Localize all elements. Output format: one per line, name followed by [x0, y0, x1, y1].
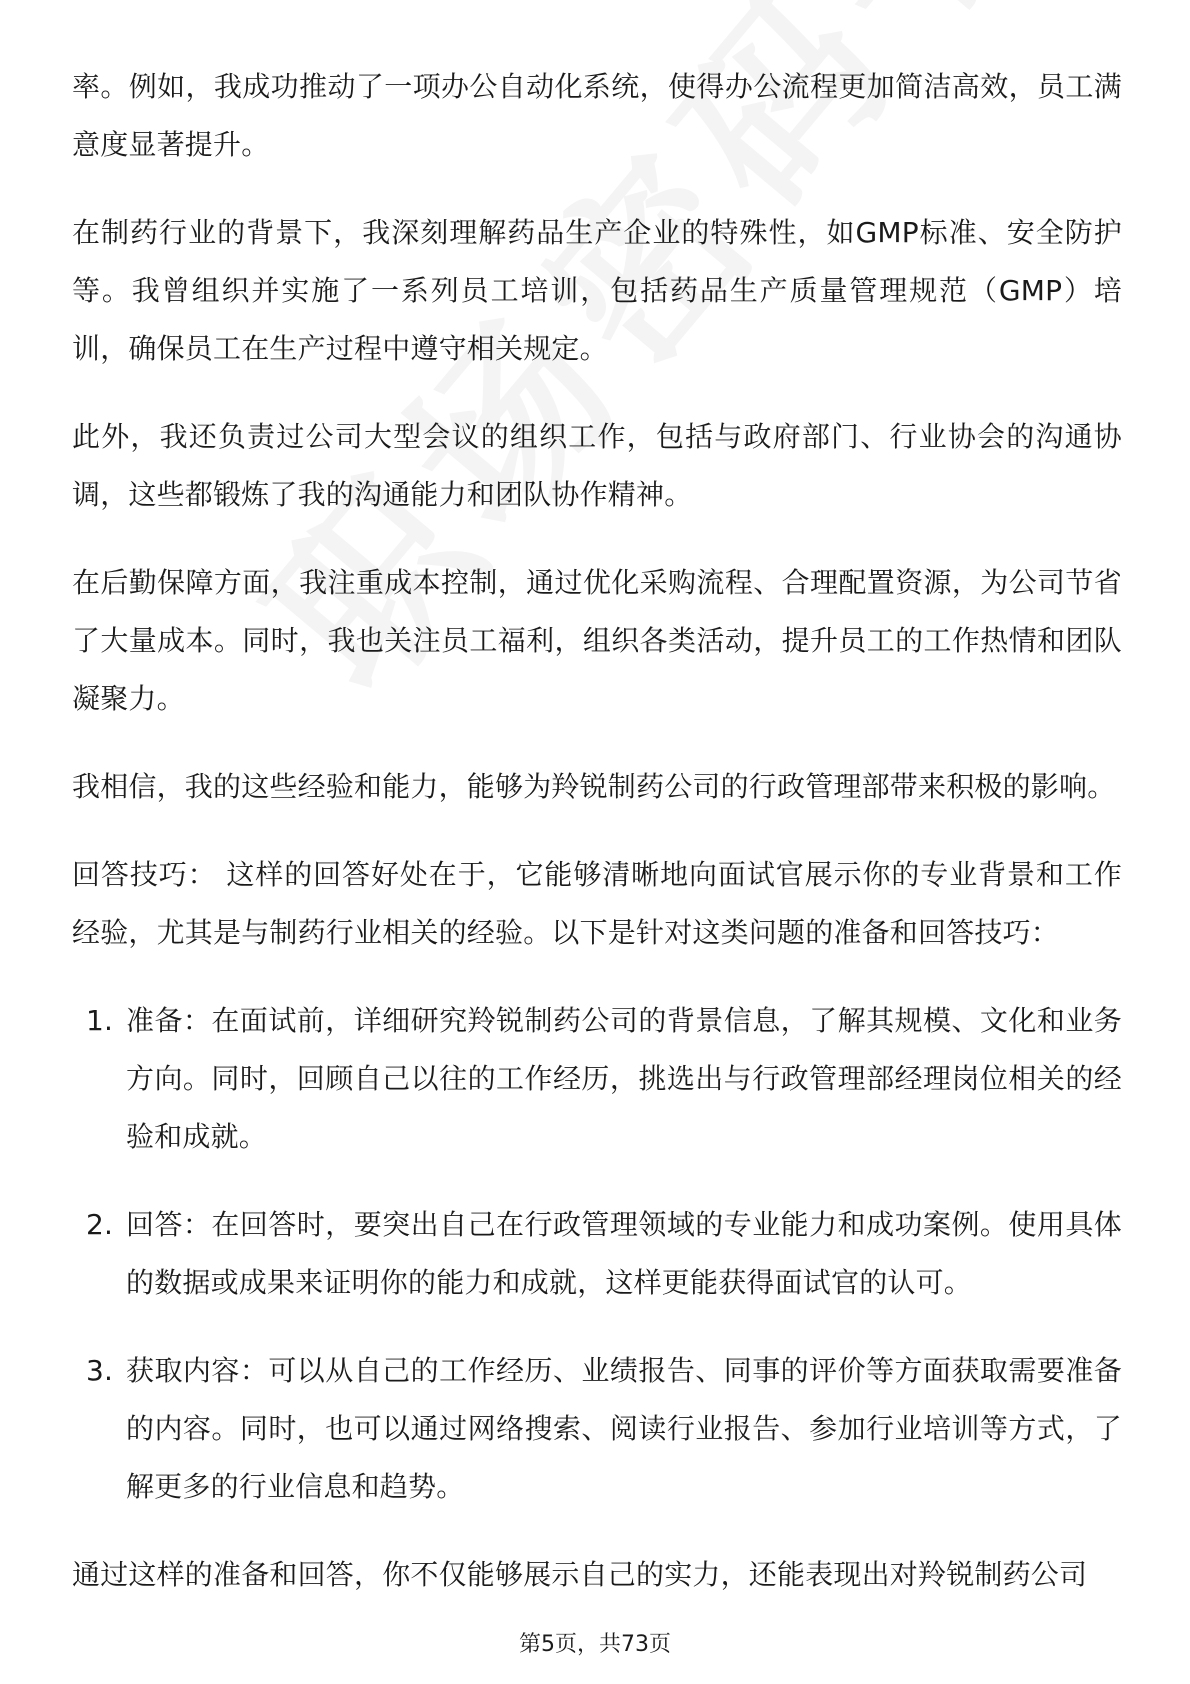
- list-item-text: 回答：在回答时，要突出自己在行政管理领域的专业能力和成功案例。使用具体的数据或成果来证明你的能力和成就，这样更能获得面试官的认可。: [126, 1208, 1122, 1299]
- paragraph: 此外，我还负责过公司大型会议的组织工作，包括与政府部门、行业协会的沟通协调，这些都锻炼了我的沟通能力和团队协作精神。: [72, 420, 1122, 511]
- answer-tips-paragraph: 回答技巧： 这样的回答好处在于，它能够清晰地向面试官展示你的专业背景和工作经验，尤其是与制药行业相关的经验。以下是针对这类问题的准备和回答技巧：: [72, 858, 1122, 949]
- paragraph: 我相信，我的这些经验和能力，能够为羚锐制药公司的行政管理部带来积极的影响。: [72, 770, 1116, 803]
- list-item: [72, 1342, 1122, 1516]
- list-number: 3.: [86, 1354, 114, 1387]
- page-number-footer: 第5页，共73页: [519, 1632, 671, 1657]
- list-item: [72, 1196, 1122, 1312]
- document-body: [72, 58, 1122, 1634]
- list-item-text: 准备：在面试前，详细研究羚锐制药公司的背景信息，了解其规模、文化和业务方向。同时，回顾自己以往的工作经历，挑选出与行政管理部经理岗位相关的经验和成就。: [126, 1004, 1122, 1153]
- paragraph: 在制药行业的背景下，我深刻理解药品生产企业的特殊性，如GMP标准、安全防护等。我曾组织并实施了一系列员工培训，包括药品生产质量管理规范（GMP）培训，确保员工在生产过程中遵守相关规定。: [72, 216, 1122, 365]
- paragraph: 在后勤保障方面，我注重成本控制，通过优化采购流程、合理配置资源，为公司节省了大量成本。同时，我也关注员工福利，组织各类活动，提升员工的工作热情和团队凝聚力。: [72, 566, 1122, 715]
- list-item: [72, 992, 1122, 1166]
- paragraph: 率。例如，我成功推动了一项办公自动化系统，使得办公流程更加简洁高效，员工满意度显著提升。: [72, 70, 1122, 161]
- tips-list: [72, 992, 1122, 1516]
- list-number: 2.: [86, 1208, 114, 1241]
- list-item-text: 获取内容：可以从自己的工作经历、业绩报告、同事的评价等方面获取需要准备的内容。同时，也可以通过网络搜索、阅读行业报告、参加行业培训等方式，了解更多的行业信息和趋势。: [126, 1354, 1122, 1503]
- closing-paragraph: 通过这样的准备和回答，你不仅能够展示自己的实力，还能表现出对羚锐制药公司: [72, 1558, 1088, 1591]
- list-number: 1.: [86, 1004, 114, 1037]
